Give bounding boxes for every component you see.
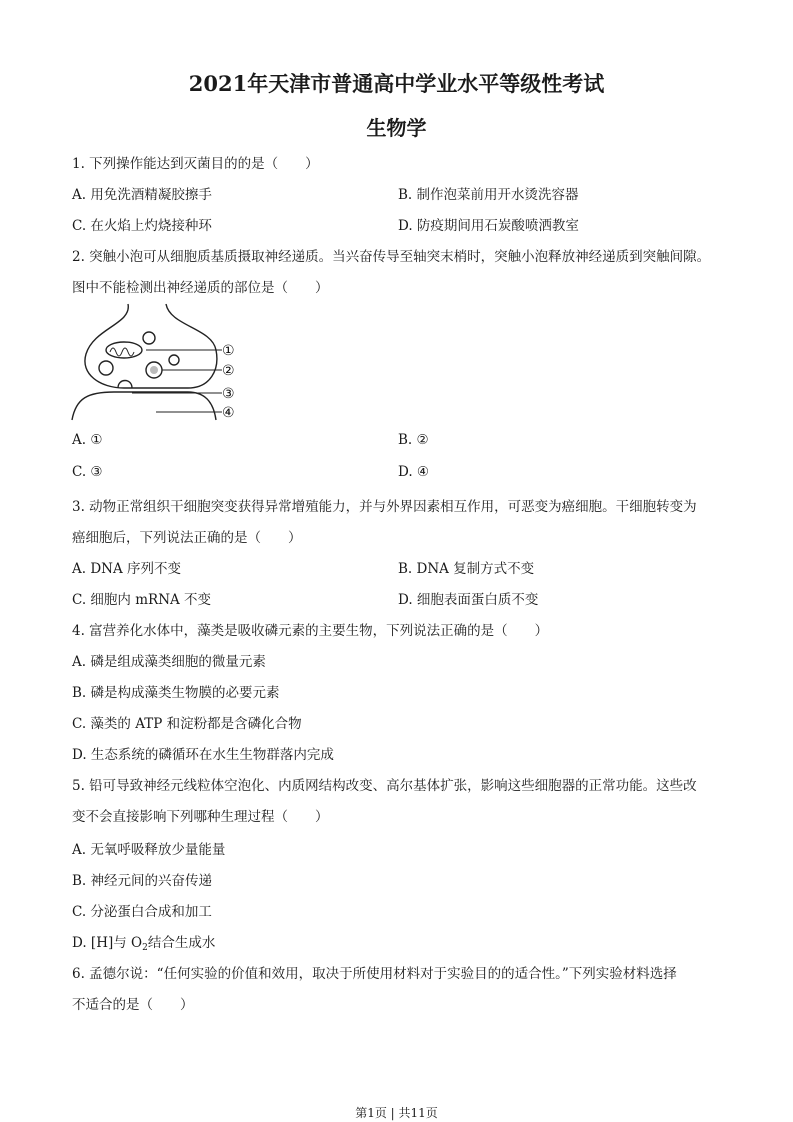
- q6-stem-line2: 不适合的是（ ）: [72, 997, 194, 1013]
- q1-stem: 1. 下列操作能达到灭菌目的的是（ ）: [72, 156, 319, 172]
- synaptic-vesicle: [143, 332, 155, 344]
- subject-title: 生物学: [366, 116, 427, 140]
- label-4: ④: [222, 405, 235, 421]
- q5-stem-line2: 变不会直接影响下列哪种生理过程（ ）: [72, 809, 329, 825]
- q3-option-b: B. DNA 复制方式不变: [398, 561, 535, 577]
- q4-option-c: C. 藻类的 ATP 和淀粉都是含磷化合物: [72, 716, 302, 732]
- q3-option-d: D. 细胞表面蛋白质不变: [398, 592, 539, 608]
- q5-option-b: B. 神经元间的兴奋传递: [72, 873, 213, 889]
- exam-title: 2021年天津市普通高中学业水平等级性考试: [188, 71, 605, 96]
- synaptic-vesicle: [99, 361, 113, 375]
- q2-option-a: A. ①: [72, 432, 103, 448]
- label-3: ③: [222, 386, 235, 402]
- vesicle-fusing: [118, 381, 132, 389]
- q3-option-a: A. DNA 序列不变: [72, 561, 182, 577]
- q5-stem-line1: 5. 铅可导致神经元线粒体空泡化、内质网结构改变、高尔基体扩张，影响这些细胞器的正常功能。这些改: [72, 778, 697, 794]
- q1-option-d: D. 防疫期间用石炭酸喷洒教室: [398, 218, 579, 234]
- q4-stem: 4. 富营养化水体中，藻类是吸收磷元素的主要生物，下列说法正确的是（ ）: [72, 623, 549, 639]
- synaptic-vesicle: [169, 355, 179, 365]
- q1-option-c: C. 在火焰上灼烧接种环: [72, 218, 212, 234]
- q3-stem-line1: 3. 动物正常组织干细胞突变获得异常增殖能力，并与外界因素相互作用，可恶变为癌细胞。干细胞转变为: [72, 499, 697, 515]
- q5-option-a: A. 无氧呼吸释放少量能量: [72, 842, 226, 858]
- q2-stem-line2: 图中不能检测出神经递质的部位是（ ）: [72, 280, 329, 296]
- q4-option-d: D. 生态系统的磷循环在水生生物群落内完成: [72, 747, 334, 763]
- postsynaptic-membrane: [72, 392, 216, 420]
- q2-option-c: C. ③: [72, 464, 103, 480]
- label-2: ②: [222, 363, 235, 379]
- page-footer: 第1页 | 共11页: [355, 1106, 438, 1120]
- q1-option-b: B. 制作泡菜前用开水烫洗容器: [398, 187, 579, 203]
- q5-option-c: C. 分泌蛋白合成和加工: [72, 904, 212, 920]
- q2-option-b: B. ②: [398, 432, 429, 448]
- q4-option-b: B. 磷是构成藻类生物膜的必要元素: [72, 685, 280, 701]
- synapse-diagram: [70, 302, 250, 424]
- q4-option-a: A. 磷是组成藻类细胞的微量元素: [72, 654, 266, 670]
- q5-option-d: D. [H]与 $O_2$结合生成水: [72, 935, 216, 953]
- q1-option-a: A. 用免洗酒精凝胶擦手: [72, 187, 212, 203]
- label-1: ①: [222, 343, 235, 359]
- q6-stem-line1: 6. 孟德尔说：“任何实验的价值和效用，取决于所使用材料对于实验目的的适合性。”下列实验材料选择: [72, 966, 677, 982]
- q3-option-c: C. 细胞内 mRNA 不变: [72, 592, 212, 608]
- q2-stem-line1: 2. 突触小泡可从细胞质基质摄取神经递质。当兴奋传导至轴突末梢时，突触小泡释放神经递质到突触间隙。: [72, 249, 711, 265]
- q3-stem-line2: 癌细胞后，下列说法正确的是（ ）: [72, 530, 302, 546]
- q2-option-d: D. ④: [398, 464, 430, 480]
